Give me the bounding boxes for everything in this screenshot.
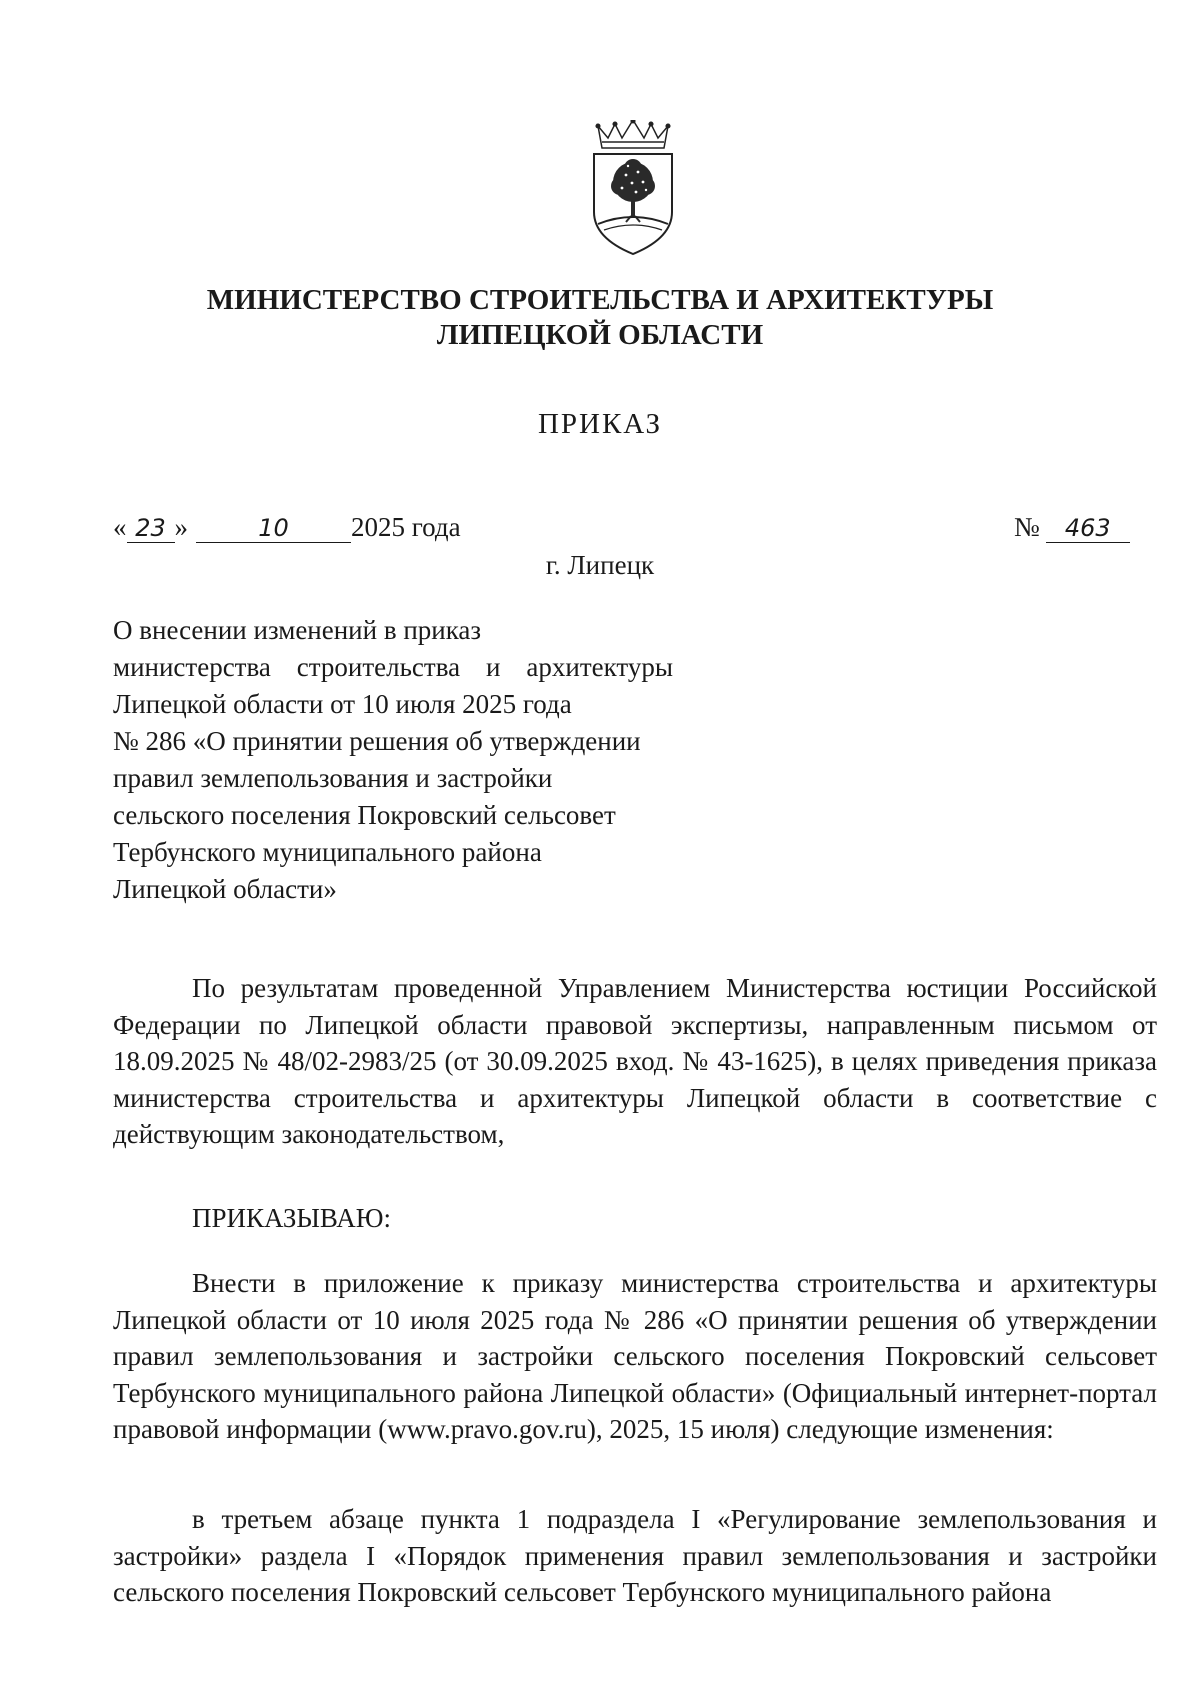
- crown-icon: [596, 120, 670, 148]
- decree-heading: ПРИКАЗЫВАЮ:: [192, 1203, 391, 1233]
- subject-line: Тербунского муниципального района: [113, 837, 542, 867]
- subject-line: сельского поселения Покровский сельсовет: [113, 800, 616, 830]
- date-year: 2025 года: [351, 512, 461, 542]
- subject-line: Липецкой области»: [113, 874, 337, 904]
- ministry-title-line1: МИНИСТЕРСТВО СТРОИТЕЛЬСТВА И АРХИТЕКТУРЫ: [206, 284, 994, 316]
- subject-line: министерства строительства и архитектуры: [113, 652, 673, 682]
- preamble-paragraph: По результатам проведенной Управлением Министерства юстиции Российской Федерации по Липецкой области правовой экспертизы, направленным письмом от 18.09.2025 № 48/02-2983/25 (от 30.09.2025 вход. № 43-1625), в целях приведения приказа министерства строительства и архитектуры Липецкой области в соответствие с действующим законодательством,: [113, 973, 1157, 1149]
- subject-line: № 286 «О принятии решения об утверждении: [113, 726, 641, 756]
- date-open-quote: «: [113, 512, 127, 542]
- document-number: [1014, 512, 1130, 543]
- subject-line: Липецкой области от 10 июля 2025 года: [113, 689, 572, 719]
- hill-icon: [598, 217, 668, 224]
- subject-line: правил землепользования и застройки: [113, 763, 553, 793]
- document-city: г. Липецк: [545, 550, 655, 580]
- date-month-handwritten: 10: [196, 514, 351, 543]
- subject-line: О внесении изменений в приказ: [113, 615, 482, 645]
- number-handwritten: 463: [1046, 514, 1130, 543]
- amendment-paragraph: Внести в приложение к приказу министерства строительства и архитектуры Липецкой области от 10 июля 2025 года № 286 «О принятии решения об утверждении правил землепользования и застройки сельского поселения Покровский сельсовет Тербунского муниципального района Липецкой области» (Официальный интернет-портал правовой информации (www.pravo.gov.ru), 2025, 15 июля) следующие изменения:: [113, 1268, 1157, 1444]
- ministry-title-line2: ЛИПЕЦКОЙ ОБЛАСТИ: [436, 319, 764, 351]
- document-type-title: ПРИКАЗ: [537, 408, 663, 440]
- coat-of-arms-emblem: [588, 120, 678, 260]
- number-sign: №: [1014, 512, 1040, 542]
- amendment-detail-paragraph: в третьем абзаце пункта 1 подраздела I «Регулирование землепользования и застройки» раздела I «Порядок применения правил землепользования и застройки сельского поселения Покровский сельсовет Тербунского муниципального района: [113, 1504, 1157, 1607]
- date-day-handwritten: 23: [127, 514, 175, 543]
- tree-icon: [611, 159, 655, 222]
- document-date: [113, 512, 461, 543]
- document-subject: [113, 612, 673, 908]
- date-close-quote: »: [174, 512, 188, 542]
